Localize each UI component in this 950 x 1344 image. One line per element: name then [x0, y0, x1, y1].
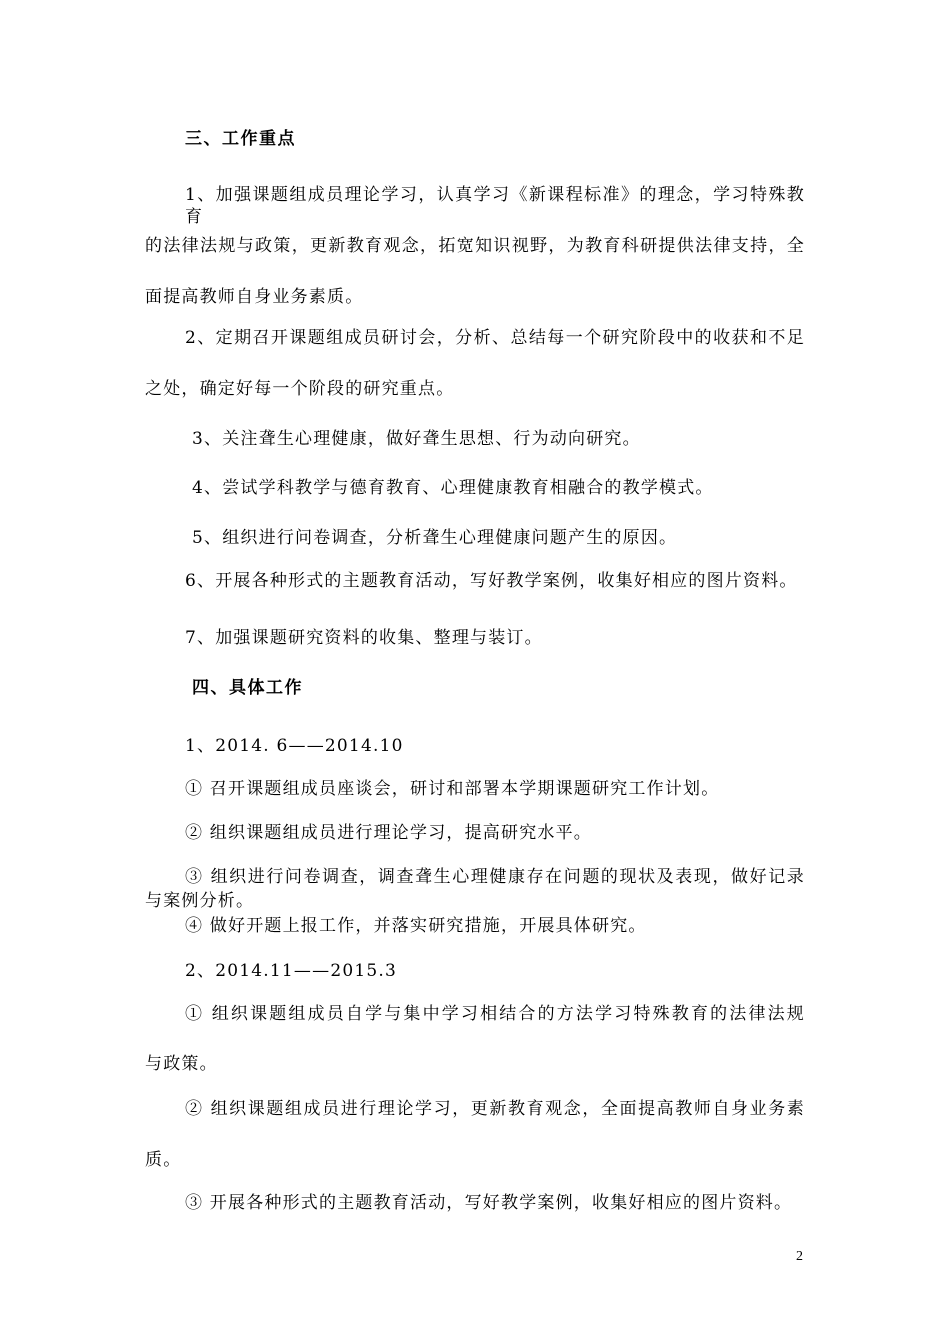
page-number: 2: [796, 1249, 803, 1264]
phase-2-task-2-line-2: 质。: [145, 1150, 182, 1170]
item-5: 5、组织进行问卷调查，分析聋生心理健康问题产生的原因。: [192, 528, 678, 548]
item-4: 4、尝试学科教学与德育教育、心理健康教育相融合的教学模式。: [192, 478, 714, 498]
phase-2-task-1-line-2: 与政策。: [145, 1054, 218, 1074]
item-2-line-2: 之处，确定好每一个阶段的研究重点。: [145, 379, 455, 399]
phase-1-task-4: ④ 做好开题上报工作，并落实研究措施，开展具体研究。: [185, 916, 647, 936]
phase-1-task-3-line-2: 与案例分析。: [145, 891, 255, 911]
item-3: 3、关注聋生心理健康，做好聋生思想、行为动向研究。: [192, 429, 641, 449]
section-4-heading: 四、具体工作: [192, 678, 303, 698]
phase-2-task-3: ③ 开展各种形式的主题教育活动，写好教学案例，收集好相应的图片资料。: [185, 1193, 793, 1213]
phase-2-task-2-line-1: ② 组织课题组成员进行理论学习，更新教育观念，全面提高教师自身业务素: [185, 1099, 805, 1119]
item-2-line-1: 2、定期召开课题组成员研讨会，分析、总结每一个研究阶段中的收获和不足: [185, 328, 805, 348]
phase-1-title: 1、2014. 6——2014.10: [185, 736, 404, 756]
section-3-heading: 三、工作重点: [185, 129, 296, 149]
phase-1-task-1: ① 召开课题组成员座谈会，研讨和部署本学期课题研究工作计划。: [185, 779, 720, 799]
item-7: 7、加强课题研究资料的收集、整理与装订。: [185, 628, 543, 648]
item-6: 6、开展各种形式的主题教育活动，写好教学案例，收集好相应的图片资料。: [185, 571, 798, 591]
item-1-line-3: 面提高教师自身业务素质。: [145, 287, 364, 307]
item-1-line-2: 的法律法规与政策，更新教育观念，拓宽知识视野，为教育科研提供法律支持，全: [145, 236, 805, 256]
phase-1-task-3-line-1: ③ 组织进行问卷调查，调查聋生心理健康存在问题的现状及表现，做好记录: [185, 867, 805, 887]
phase-2-task-1-line-1: ① 组织课题组成员自学与集中学习相结合的方法学习特殊教育的法律法规: [185, 1004, 805, 1024]
item-1-line-1: 1、加强课题组成员理论学习，认真学习《新课程标准》的理念，学习特殊教育: [185, 185, 805, 227]
phase-1-task-2: ② 组织课题组成员进行理论学习，提高研究水平。: [185, 823, 593, 843]
phase-2-title: 2、2014.11——2015.3: [185, 961, 397, 981]
